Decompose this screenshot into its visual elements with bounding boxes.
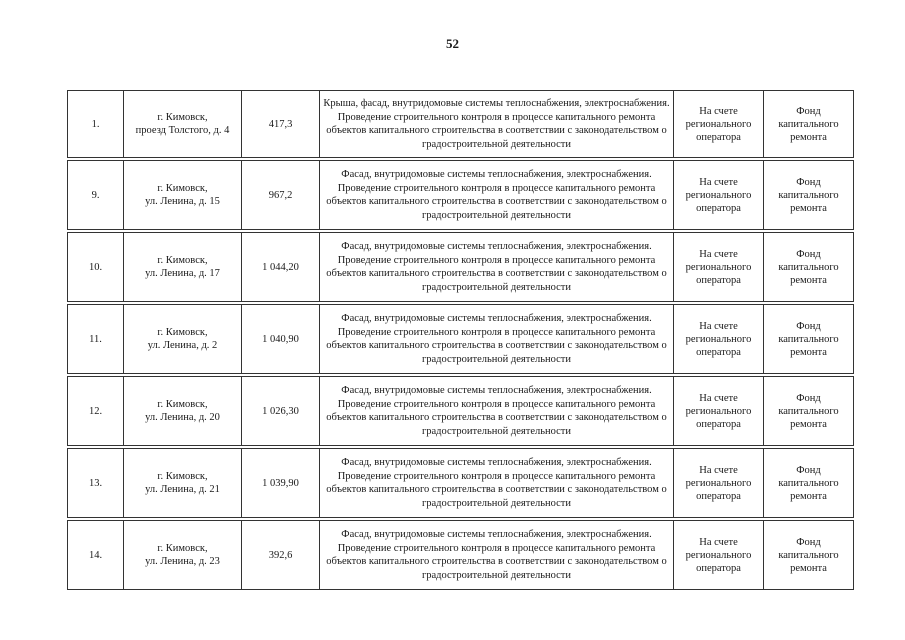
works-description: Крыша, фасад, внутридомовые системы теплоснабжения, электроснабжения. Проведение строительного контроля в процессе капитального ремонта объектов капитального строительства в соответствии с законодательством о градостроительной деятельности [320, 91, 674, 158]
address-city: г. Кимовск, [157, 327, 208, 338]
account-cell: На счете регионального оператора [674, 233, 764, 302]
address-street: ул. Ленина, д. 15 [145, 196, 220, 207]
address-city: г. Кимовск, [157, 255, 208, 266]
address-street: проезд Толстого, д. 4 [135, 125, 230, 136]
address-street: ул. Ленина, д. 2 [147, 340, 218, 351]
row-number: 1. [68, 91, 124, 158]
address-cell [124, 91, 242, 158]
funding-source-cell: Фонд капитального ремонта [764, 161, 854, 230]
works-description: Фасад, внутридомовые системы теплоснабжения, электроснабжения. Проведение строительного контроля в процессе капитального ремонта объектов капитального строительства в соответствии с законодательством о градостроительной деятельности [320, 377, 674, 446]
account-cell: На счете регионального оператора [674, 449, 764, 518]
funding-source-cell: Фонд капитального ремонта [764, 521, 854, 590]
area-cell: 1 040,90 [242, 305, 320, 374]
table-body [68, 91, 854, 590]
address-city: г. Кимовск, [157, 112, 208, 123]
repair-works-table [67, 90, 854, 590]
address-cell [124, 305, 242, 374]
address-cell [124, 521, 242, 590]
account-cell: На счете регионального оператора [674, 161, 764, 230]
area-cell: 1 044,20 [242, 233, 320, 302]
works-description: Фасад, внутридомовые системы теплоснабжения, электроснабжения. Проведение строительного контроля в процессе капитального ремонта объектов капитального строительства в соответствии с законодательством о градостроительной деятельности [320, 521, 674, 590]
address-cell [124, 233, 242, 302]
account-cell: На счете регионального оператора [674, 377, 764, 446]
funding-source-cell: Фонд капитального ремонта [764, 305, 854, 374]
address-cell [124, 449, 242, 518]
table-row [68, 91, 854, 158]
table-row [68, 377, 854, 446]
works-description: Фасад, внутридомовые системы теплоснабжения, электроснабжения. Проведение строительного контроля в процессе капитального ремонта объектов капитального строительства в соответствии с законодательством о градостроительной деятельности [320, 305, 674, 374]
area-cell: 1 026,30 [242, 377, 320, 446]
row-number: 11. [68, 305, 124, 374]
row-number: 10. [68, 233, 124, 302]
row-number: 9. [68, 161, 124, 230]
address-street: ул. Ленина, д. 17 [145, 268, 220, 279]
account-cell: На счете регионального оператора [674, 521, 764, 590]
funding-source-cell: Фонд капитального ремонта [764, 449, 854, 518]
funding-source-cell: Фонд капитального ремонта [764, 377, 854, 446]
funding-source-cell: Фонд капитального ремонта [764, 233, 854, 302]
address-cell [124, 377, 242, 446]
table-row [68, 161, 854, 230]
address-city: г. Кимовск, [157, 471, 208, 482]
area-cell: 1 039,90 [242, 449, 320, 518]
funding-source-cell: Фонд капитального ремонта [764, 91, 854, 158]
address-city: г. Кимовск, [157, 399, 208, 410]
table-row [68, 305, 854, 374]
row-number: 13. [68, 449, 124, 518]
table-row [68, 521, 854, 590]
table-row [68, 449, 854, 518]
address-city: г. Кимовск, [157, 183, 208, 194]
area-cell: 392,6 [242, 521, 320, 590]
page-number: 52 [446, 36, 459, 51]
works-description: Фасад, внутридомовые системы теплоснабжения, электроснабжения. Проведение строительного контроля в процессе капитального ремонта объектов капитального строительства в соответствии с законодательством о градостроительной деятельности [320, 161, 674, 230]
works-description: Фасад, внутридомовые системы теплоснабжения, электроснабжения. Проведение строительного контроля в процессе капитального ремонта объектов капитального строительства в соответствии с законодательством о градостроительной деятельности [320, 233, 674, 302]
table-row [68, 233, 854, 302]
address-street: ул. Ленина, д. 21 [145, 484, 220, 495]
address-street: ул. Ленина, д. 23 [145, 556, 220, 567]
works-description: Фасад, внутридомовые системы теплоснабжения, электроснабжения. Проведение строительного контроля в процессе капитального ремонта объектов капитального строительства в соответствии с законодательством о градостроительной деятельности [320, 449, 674, 518]
address-city: г. Кимовск, [157, 543, 208, 554]
address-street: ул. Ленина, д. 20 [145, 412, 220, 423]
row-number: 12. [68, 377, 124, 446]
address-cell [124, 161, 242, 230]
account-cell: На счете регионального оператора [674, 91, 764, 158]
account-cell: На счете регионального оператора [674, 305, 764, 374]
row-number: 14. [68, 521, 124, 590]
area-cell: 417,3 [242, 91, 320, 158]
area-cell: 967,2 [242, 161, 320, 230]
